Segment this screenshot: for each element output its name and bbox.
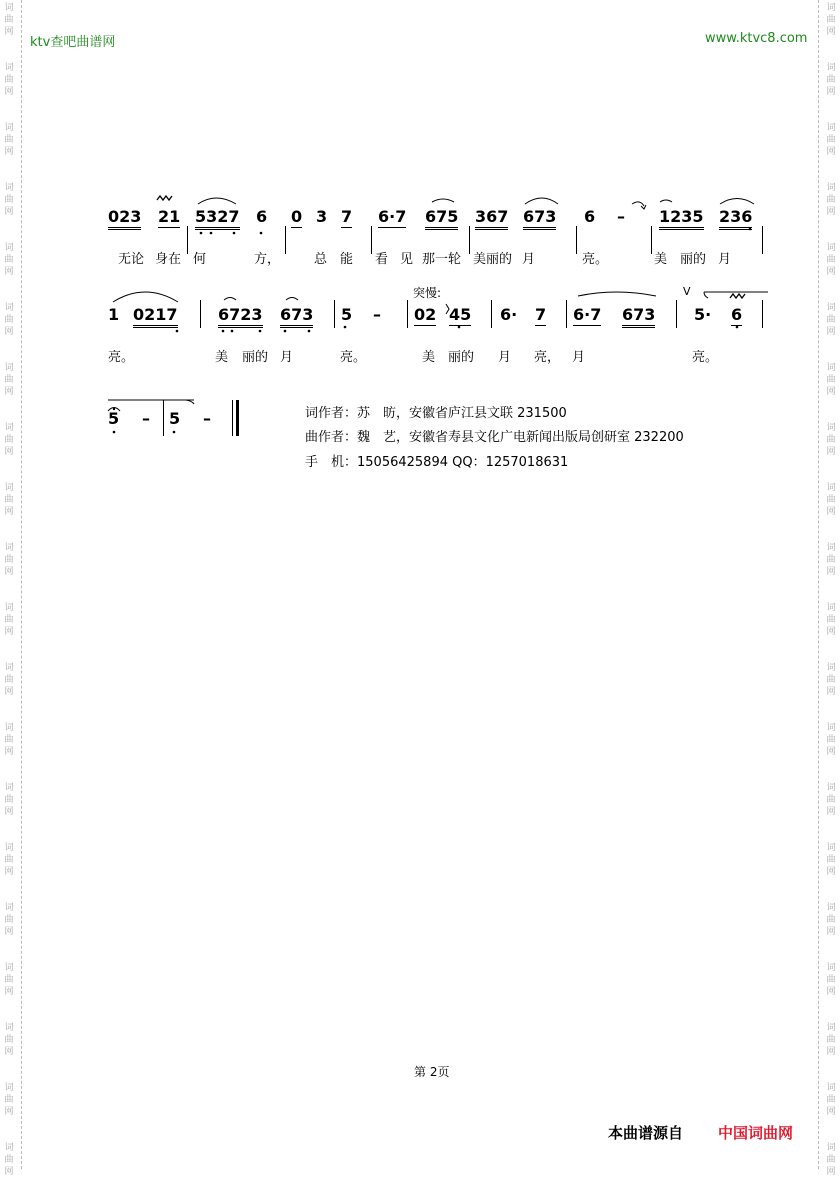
lyric: 月 [572, 350, 586, 365]
note-group: 236 [719, 208, 752, 230]
lyric: 美 [422, 350, 436, 365]
note-group: 6·7 [378, 207, 407, 226]
header-right-link[interactable]: www.ktvc8.com [705, 31, 808, 46]
note-group: 02 [414, 305, 437, 324]
lyricist-credit: 词作者：苏 昉，安徽省庐江县文联 231500 [305, 406, 567, 421]
watermark-mark: 词曲网 [4, 723, 14, 757]
note-group: 45 [449, 305, 472, 324]
header-left-link[interactable]: ktv查吧曲谱网 [30, 35, 116, 50]
watermark-mark: 词曲网 [4, 63, 14, 97]
watermark-mark: 词曲网 [826, 303, 836, 337]
note: 6 [256, 207, 268, 226]
watermark-mark: 词曲网 [826, 603, 836, 637]
watermark-mark: 词曲网 [4, 483, 14, 517]
watermark-mark: 词曲网 [4, 123, 14, 157]
dash: – [203, 409, 211, 428]
note: 7 [535, 305, 547, 324]
watermark-mark: 词曲网 [4, 903, 14, 937]
watermark-mark: 词曲网 [826, 183, 836, 217]
watermark-mark: 词曲网 [826, 483, 836, 517]
lyric: 那一轮 [422, 252, 462, 267]
watermark-mark: 词曲网 [4, 963, 14, 997]
footer-source-label: 本曲谱源自 [608, 1124, 684, 1142]
watermark-mark: 词曲网 [826, 783, 836, 817]
watermark-mark: 词曲网 [4, 603, 14, 637]
watermark-mark: 词曲网 [4, 843, 14, 877]
watermark-mark: 词曲网 [826, 1023, 836, 1057]
lyric: 丽的 [242, 350, 269, 365]
composer-credit: 曲作者：魏 艺，安徽省寿县文化广电新闻出版局创研室 232200 [305, 430, 684, 445]
tempo-marking: 突慢: [413, 286, 442, 300]
lyric: 美 [215, 350, 229, 365]
watermark-mark: 词曲网 [4, 783, 14, 817]
watermark-mark: 词曲网 [4, 303, 14, 337]
watermark-mark: 词曲网 [4, 663, 14, 697]
watermark-mark: 词曲网 [826, 843, 836, 877]
watermark-mark: 词曲网 [4, 1143, 14, 1177]
watermark-mark: 词曲网 [826, 63, 836, 97]
note: 6 [584, 207, 596, 226]
lyric: 月 [718, 252, 732, 267]
note-group: 21 [158, 207, 181, 226]
watermark-mark: 词曲网 [4, 1023, 14, 1057]
lyric: 亮。 [108, 350, 135, 365]
lyric: 无论 [118, 252, 145, 267]
watermark-mark: 词曲网 [826, 363, 836, 397]
note-group: 673 [622, 306, 655, 328]
lyric: 月 [522, 252, 536, 267]
watermark-mark: 词曲网 [4, 543, 14, 577]
watermark-mark: 词曲网 [826, 543, 836, 577]
footer-source-site-link[interactable]: 中国词曲网 [718, 1124, 794, 1142]
lyric: 丽的 [448, 350, 475, 365]
lyric: 方， [254, 252, 281, 267]
watermark-mark: 词曲网 [826, 123, 836, 157]
note: 5 [169, 409, 181, 428]
lyric: 能 [340, 252, 354, 267]
lyric: 总 [314, 252, 328, 267]
note-group: 673 [280, 306, 313, 328]
watermark-mark: 词曲网 [826, 723, 836, 757]
watermark-mark: 词曲网 [826, 663, 836, 697]
lyric: 亮， [534, 350, 561, 365]
note-group: 023 [108, 208, 141, 230]
watermark-mark: 词曲网 [826, 1143, 836, 1177]
watermark-mark: 词曲网 [4, 183, 14, 217]
note: 6 [731, 305, 743, 324]
note-group: 5327 [195, 208, 240, 230]
watermark-mark: 词曲网 [4, 423, 14, 457]
dash: – [373, 305, 381, 324]
watermark-mark: 词曲网 [826, 903, 836, 937]
watermark-mark: 词曲网 [826, 243, 836, 277]
note-group: 673 [523, 208, 556, 230]
note-group: 6723 [218, 306, 263, 328]
lyric: 身在 [155, 252, 182, 267]
note: 1 [108, 305, 120, 324]
note-group: 6·7 [573, 305, 602, 324]
dash: – [142, 409, 150, 428]
watermark-mark: 词曲网 [826, 963, 836, 997]
note: 0 [291, 207, 303, 226]
note: 6· [500, 305, 518, 324]
note: 3 [316, 207, 328, 226]
watermark-mark: 词曲网 [4, 1083, 14, 1117]
note: 7 [341, 207, 353, 226]
lyric: 美丽的 [473, 252, 513, 267]
note-group: 1235 [659, 208, 704, 230]
note: 5 [341, 305, 353, 324]
lyric: 亮。 [340, 350, 367, 365]
lyric: 何 [193, 252, 207, 267]
breath-mark: V [683, 285, 691, 298]
lyric: 美 [654, 252, 668, 267]
watermark-mark: 词曲网 [826, 1083, 836, 1117]
watermark-mark: 词曲网 [826, 3, 836, 37]
ornaments-row-3 [0, 0, 840, 440]
note-group: 367 [475, 208, 508, 230]
lyric: 见 [400, 252, 414, 267]
note-group: 0217 [133, 306, 178, 328]
watermark-mark: 词曲网 [4, 3, 14, 37]
lyric: 看 [375, 252, 389, 267]
watermark-mark: 词曲网 [826, 423, 836, 457]
lyric: 月 [498, 350, 512, 365]
note: 5 [108, 409, 120, 428]
final-barline-thin [232, 400, 233, 436]
lyric: 亮。 [582, 252, 609, 267]
note: 5· [694, 305, 712, 324]
page-number: 第 2页 [414, 1065, 450, 1079]
dash: – [617, 207, 625, 226]
final-barline-thick [236, 400, 239, 436]
lyric: 亮。 [692, 350, 719, 365]
contact-phone: 手 机：15056425894 QQ：1257018631 [305, 455, 569, 470]
watermark-mark: 词曲网 [4, 243, 14, 277]
lyric: 丽的 [680, 252, 707, 267]
barline [163, 400, 164, 436]
note-group: 675 [425, 208, 458, 230]
watermark-mark: 词曲网 [4, 363, 14, 397]
lyric: 月 [280, 350, 294, 365]
